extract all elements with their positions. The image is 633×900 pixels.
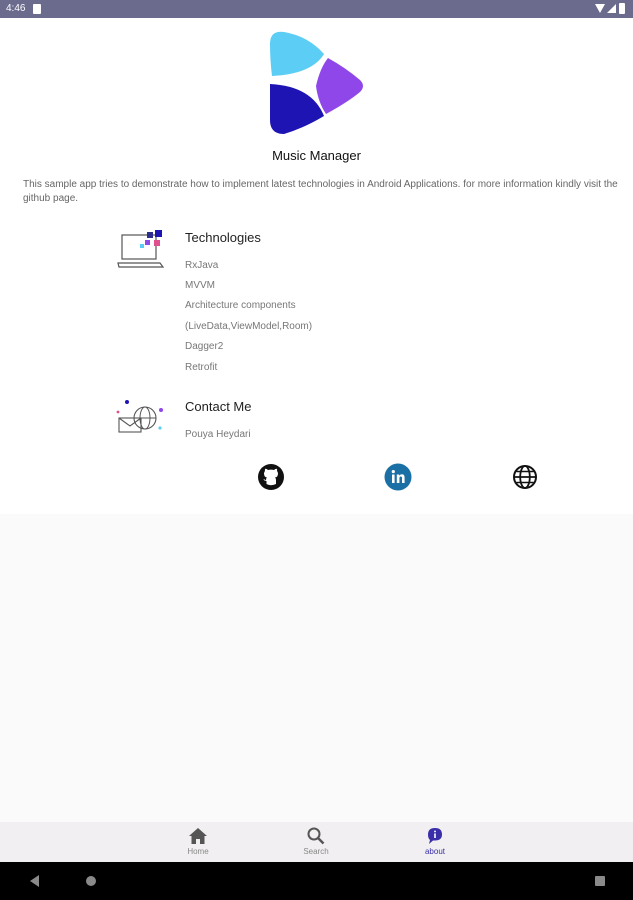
- nav-search-label: Search: [303, 847, 329, 856]
- contact-name: Pouya Heydari: [185, 429, 251, 440]
- laptop-icon: [117, 230, 165, 270]
- wifi-icon: [595, 4, 605, 13]
- nav-home-label: Home: [187, 847, 209, 856]
- bottom-navigation: [0, 822, 633, 862]
- tech-item: Retrofit: [185, 362, 218, 373]
- home-circle-icon[interactable]: [86, 876, 96, 886]
- linkedin-icon: [384, 463, 412, 491]
- status-icons: [595, 3, 627, 15]
- nav-about-label: about: [424, 847, 446, 856]
- info-bubble-icon: [425, 827, 445, 845]
- tech-item: Architecture components: [185, 300, 296, 311]
- status-time: 4:46: [6, 3, 26, 14]
- technologies-title: Technologies: [185, 230, 261, 245]
- status-bar: [0, 0, 633, 18]
- linkedin-button[interactable]: [384, 463, 412, 491]
- nav-about[interactable]: [395, 822, 475, 862]
- sd-card-icon: [33, 4, 41, 14]
- contact-title: Contact Me: [185, 399, 252, 414]
- app-description: This sample app tries to demonstrate how to implement latest technologies in Android Applications. for more information kindly visit the github page.: [23, 179, 618, 204]
- search-icon: [306, 827, 326, 845]
- nav-search[interactable]: [276, 822, 356, 862]
- battery-icon: [619, 3, 625, 14]
- github-button[interactable]: [257, 463, 285, 491]
- tech-item: RxJava: [185, 260, 219, 271]
- website-button[interactable]: [511, 463, 539, 491]
- nav-home[interactable]: [158, 822, 238, 862]
- about-content: [0, 18, 633, 514]
- mail-globe-icon: [115, 398, 165, 440]
- back-icon[interactable]: [30, 875, 39, 887]
- app-logo: [268, 30, 364, 134]
- home-icon: [188, 827, 208, 845]
- github-icon: [257, 463, 285, 491]
- tech-item: MVVM: [185, 280, 215, 291]
- tech-item: (LiveData,ViewModel,Room): [185, 321, 313, 332]
- app-title: Music Manager: [272, 148, 361, 163]
- system-navigation-bar: [0, 862, 633, 900]
- recents-icon[interactable]: [595, 876, 605, 886]
- tech-item: Dagger2: [185, 341, 224, 352]
- globe-icon: [511, 463, 539, 491]
- signal-icon: [607, 4, 616, 13]
